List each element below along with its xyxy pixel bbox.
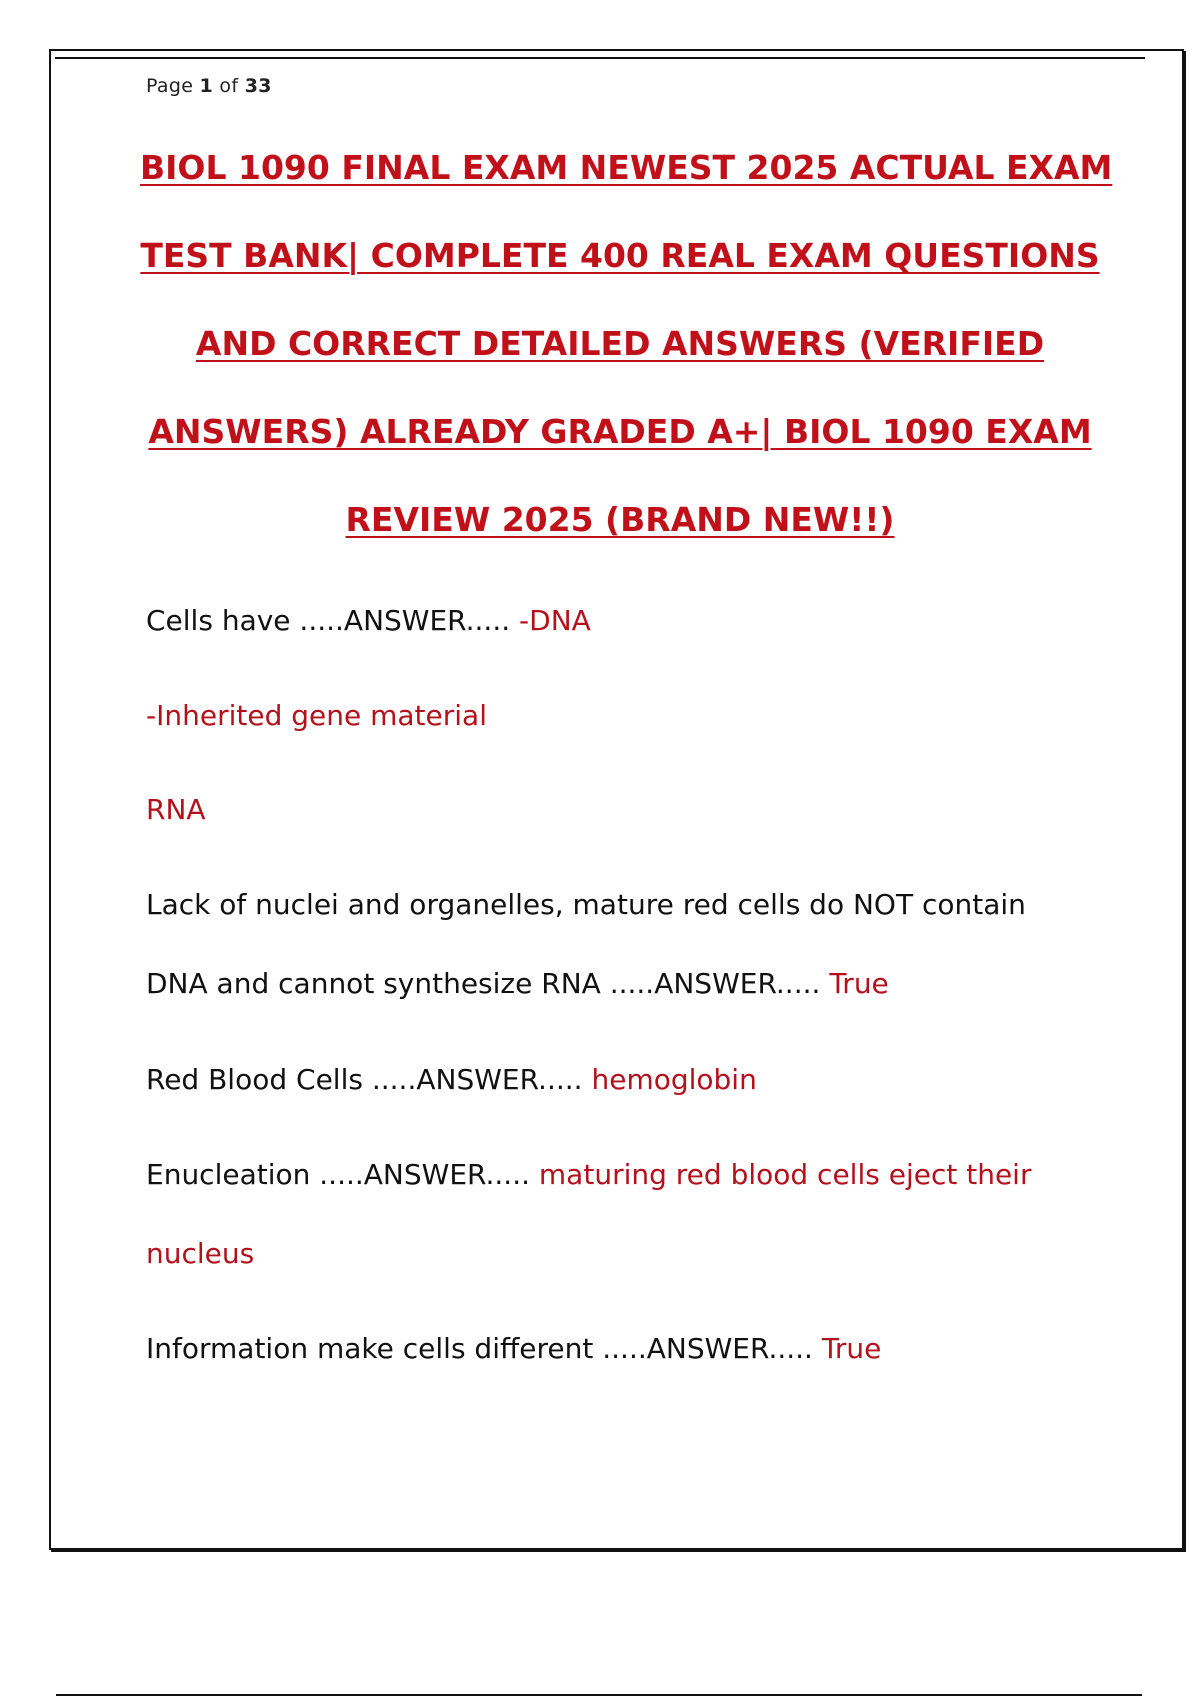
answer-text: hemoglobin bbox=[591, 1063, 757, 1096]
answer-text: RNA bbox=[146, 793, 206, 826]
answer-text: True bbox=[829, 967, 889, 1000]
qa-line bbox=[146, 1158, 1031, 1191]
qa-line bbox=[146, 793, 206, 826]
page-label: Page bbox=[146, 75, 194, 97]
qa-line bbox=[146, 1237, 254, 1270]
qa-line bbox=[146, 1063, 757, 1096]
question-text: DNA and cannot synthesize RNA .....ANSWER..... bbox=[146, 967, 821, 1000]
page-of: of bbox=[219, 75, 239, 97]
answer-text: True bbox=[821, 1332, 882, 1365]
header-rule bbox=[55, 57, 1145, 59]
question-text: Lack of nuclei and organelles, mature red cells do NOT contain bbox=[146, 888, 1026, 921]
next-page-rule bbox=[56, 1694, 1142, 1696]
qa-line bbox=[146, 1332, 881, 1365]
page-current: 1 bbox=[199, 75, 214, 97]
title-line: REVIEW 2025 (BRAND NEW!!) bbox=[345, 500, 895, 539]
page-total: 33 bbox=[244, 75, 272, 97]
question-text: Red Blood Cells .....ANSWER..... bbox=[146, 1063, 583, 1096]
title-line: BIOL 1090 FINAL EXAM NEWEST 2025 ACTUAL EXAM bbox=[140, 148, 1113, 187]
title-line: ANSWERS) ALREADY GRADED A+| BIOL 1090 EXAM bbox=[148, 412, 1092, 451]
answer-text: nucleus bbox=[146, 1237, 255, 1270]
document-title bbox=[140, 140, 1113, 580]
qa-line bbox=[146, 888, 1026, 921]
qa-line bbox=[146, 967, 889, 1000]
title-line: AND CORRECT DETAILED ANSWERS (VERIFIED bbox=[195, 324, 1045, 363]
answer-text: -Inherited gene material bbox=[146, 699, 487, 732]
title-line: TEST BANK| COMPLETE 400 REAL EXAM QUESTIONS bbox=[140, 236, 1100, 275]
question-text: Information make cells different .....ANSWER..... bbox=[146, 1332, 813, 1365]
answer-text: maturing red blood cells eject their bbox=[538, 1158, 1032, 1191]
qa-line bbox=[146, 604, 591, 637]
qa-line bbox=[146, 699, 487, 732]
page-counter bbox=[146, 75, 272, 97]
question-text: Cells have .....ANSWER..... bbox=[146, 604, 511, 637]
question-text: Enucleation .....ANSWER..... bbox=[146, 1158, 530, 1191]
answer-text: -DNA bbox=[519, 604, 591, 637]
